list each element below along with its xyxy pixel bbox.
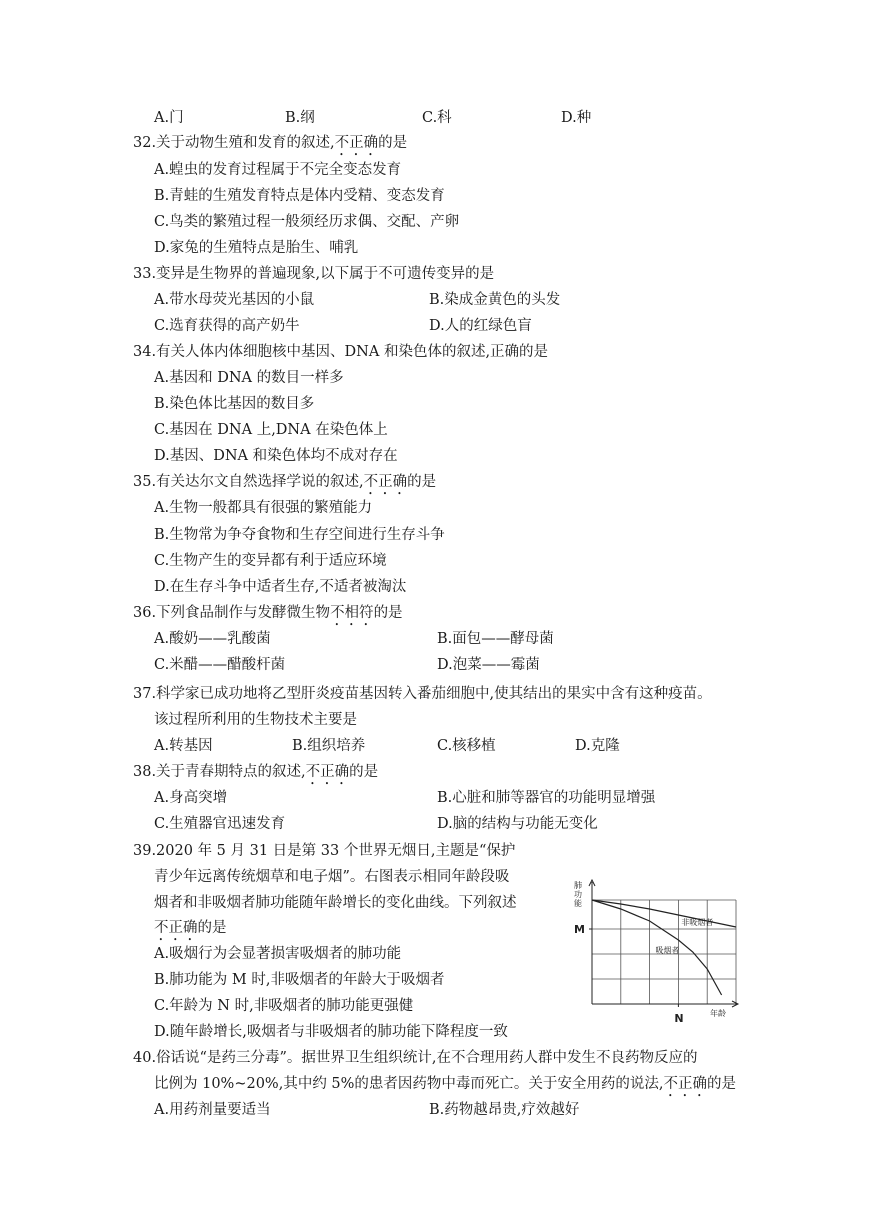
q37-option-c: C.核移植 [437, 738, 496, 754]
q33-option-b: B.染成金黄色的头发 [429, 292, 561, 308]
q34-option-c: C.基因在 DNA 上,DNA 在染色体上 [154, 422, 388, 438]
q35-option-a: A.生物一般都具有很强的繁殖能力 [154, 500, 373, 516]
q32-option-b: B.青蛙的生殖发育特点是体内受精、变态发育 [154, 188, 445, 204]
q35-option-d: D.在生存斗争中适者生存,不适者被淘汰 [154, 579, 407, 595]
q39-stem-line2: 青少年远离传统烟草和电子烟”。右图表示相同年龄段吸 [154, 869, 510, 885]
q31-option-a: A.门 [154, 110, 184, 126]
q35-option-c: C.生物产生的变异都有利于适应环境 [154, 553, 387, 569]
q34-stem: 34.有关人体内体细胞核中基因、DNA 和染色体的叙述,正确的是 [133, 344, 549, 360]
q39-option-b: B.肺功能为 M 时,非吸烟者的年龄大于吸烟者 [154, 972, 445, 988]
q39-option-c: C.年龄为 N 时,非吸烟者的肺功能更强健 [154, 998, 414, 1014]
q37-option-b: B.组织培养 [292, 738, 366, 754]
series-line-nonsmoker [592, 900, 736, 927]
q35-option-b: B.生物常为争夺食物和生存空间进行生存斗争 [154, 527, 445, 543]
q39-option-d: D.随年龄增长,吸烟者与非吸烟者的肺功能下降程度一致 [154, 1024, 508, 1040]
q39-option-a: A.吸烟行为会显著损害吸烟者的肺功能 [154, 946, 402, 962]
q37-option-d: D.克隆 [575, 738, 620, 754]
q33-option-a: A.带水母荧光基因的小鼠 [154, 292, 315, 308]
q38-option-b: B.心脏和肺等器官的功能明显增强 [437, 790, 656, 806]
series-label-nonsmoker: 非吸烟者 [681, 918, 714, 927]
q40-option-b: B.药物越昂贵,疗效越好 [429, 1102, 580, 1118]
q36-option-c: C.米醋——醋酸杆菌 [154, 657, 286, 673]
x-marker-n: N [674, 1012, 684, 1024]
q32-option-c: C.鸟类的繁殖过程一般须经历求偶、交配、产卵 [154, 214, 460, 230]
q36-stem: 36.下列食品制作与发酵微生物不相符的是 [133, 605, 403, 621]
q36-option-a: A.酸奶——乳酸菌 [154, 631, 271, 647]
q38-option-d: D.脑的结构与功能无变化 [437, 816, 598, 832]
q32-stem: 32.关于动物生殖和发育的叙述,不正确的是 [133, 135, 408, 151]
q36-option-d: D.泡菜——霉菌 [437, 657, 540, 673]
q34-option-b: B.染色体比基因的数目多 [154, 396, 315, 412]
lung-function-chart [560, 876, 740, 1024]
q33-option-d: D.人的红绿色盲 [429, 318, 532, 334]
q40-stem-line1: 40.俗话说“是药三分毒”。据世界卫生组织统计,在不合理用药人群中发生不良药物反应的 [133, 1050, 698, 1066]
x-axis-label: 年龄 [710, 1009, 726, 1018]
q40-stem-line2: 比例为 10%~20%,其中约 5%的患者因药物中毒而死亡。关于安全用药的说法,不正确的是 [154, 1076, 737, 1092]
chart-axes [589, 880, 738, 1007]
q32-option-a: A.蝗虫的发育过程属于不完全变态发育 [154, 162, 402, 178]
q31-option-d: D.种 [561, 110, 592, 126]
q37-stem-line2: 该过程所利用的生物技术主要是 [154, 712, 357, 728]
q34-option-a: A.基因和 DNA 的数目一样多 [154, 370, 344, 386]
q38-option-a: A.身高突增 [154, 790, 228, 806]
q35-stem: 35.有关达尔文自然选择学说的叙述,不正确的是 [133, 474, 437, 490]
q36-option-b: B.面包——酵母菌 [437, 631, 554, 647]
q39-stem-line1: 39.2020 年 5 月 31 日是第 33 个世界无烟日,主题是“保护 [133, 843, 516, 859]
q38-option-c: C.生殖器官迅速发育 [154, 816, 286, 832]
q34-option-d: D.基因、DNA 和染色体均不成对存在 [154, 448, 398, 464]
q31-option-b: B.纲 [285, 110, 315, 126]
q37-option-a: A.转基因 [154, 738, 213, 754]
q40-option-a: A.用药剂量要适当 [154, 1102, 271, 1118]
q39-stem-line4: 不正确的是 [154, 920, 227, 936]
q38-stem: 38.关于青春期特点的叙述,不正确的是 [133, 764, 379, 780]
series-label-smoker: 吸烟者 [655, 946, 680, 955]
y-axis-label: 肺功能 [574, 881, 582, 908]
q39-stem-line3: 烟者和非吸烟者肺功能随年龄增长的变化曲线。下列叙述 [154, 895, 517, 911]
q31-option-c: C.科 [422, 110, 452, 126]
q33-option-c: C.选育获得的高产奶牛 [154, 318, 300, 334]
q33-stem: 33.变异是生物界的普遍现象,以下属于不可遗传变异的是 [133, 266, 495, 282]
q37-stem-line1: 37.科学家已成功地将乙型肝炎疫苗基因转入番茄细胞中,使其结出的果实中含有这种疫苗。 [133, 686, 712, 702]
q32-option-d: D.家兔的生殖特点是胎生、哺乳 [154, 240, 359, 256]
y-marker-m: M [574, 923, 585, 936]
